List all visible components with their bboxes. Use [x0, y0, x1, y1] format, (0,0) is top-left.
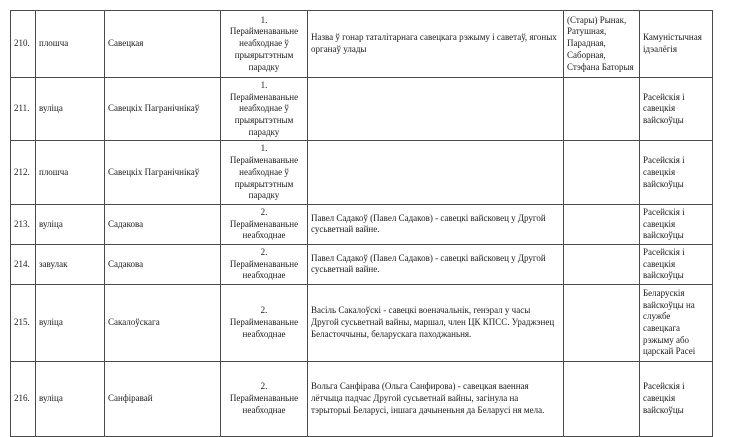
description-cell: Васіль Сакалоўскі - савецкі военачальнік, генэрал у часы Другой сусьветнай вайны, маршал, член ЦК КПСС. Ураджэнец Беласточчыны, беларускага паходжаньня. — [308, 285, 564, 362]
alternative-names-cell — [564, 285, 640, 362]
object-name: Савецкіх Пагранічнікаў — [105, 78, 221, 141]
category-text: Перайменаваньне неабходнае ў прыярытэтным парадку — [229, 91, 299, 137]
category-text: Перайменаваньне неабходнае ў прыярытэтным парадку — [229, 155, 299, 201]
row-number: 216. — [11, 362, 36, 437]
alternative-names-cell: (Стары) Рынак, Ратушная, Парадная, Саборная, Стэфана Баторыя — [564, 11, 640, 78]
alternative-names-cell — [564, 362, 640, 437]
object-name: Савецкіх Пагранічнікаў — [105, 141, 221, 204]
reason-cell: Расейскія і савецкія вайскоўцы — [640, 78, 713, 141]
alternative-names-cell — [564, 78, 640, 141]
alternative-names-cell — [564, 141, 640, 204]
category-number: 2. — [260, 246, 268, 257]
row-number: 212. — [11, 141, 36, 204]
reason-cell: Расейскія і савецкія вайскоўцы — [640, 204, 713, 244]
alternative-names-cell — [564, 244, 640, 284]
reason-cell: Расейскія і савецкія вайскоўцы — [640, 362, 713, 437]
document-page — [10, 10, 713, 437]
object-name: Сакалоўскага — [105, 285, 221, 362]
category-number: 2. — [260, 381, 268, 392]
category-text: Перайменаваньне неабходнае — [229, 317, 299, 339]
object-name: Садакова — [105, 204, 221, 244]
category-text: Перайменаваньне неабходнае — [229, 218, 299, 241]
object-type: вуліца — [36, 285, 105, 362]
renaming-category-cell — [221, 285, 308, 362]
description-cell — [308, 78, 564, 141]
object-type: вуліца — [36, 204, 105, 244]
object-type: плошча — [36, 11, 105, 78]
object-type: завулак — [36, 244, 105, 284]
object-type: вуліца — [36, 78, 105, 141]
table-row — [11, 244, 713, 284]
street-renaming-table — [10, 10, 713, 437]
renaming-category-cell — [221, 141, 308, 204]
row-number: 214. — [11, 244, 36, 284]
renaming-category-cell — [221, 244, 308, 284]
reason-cell: Беларускія вайскоўцы на службе савецкага рэжыму або царскай Расеі — [640, 285, 713, 362]
object-type: вуліца — [36, 362, 105, 437]
description-cell: Назва ў гонар таталітарнага савецкага рэжыму і саветаў, ягоных органаў улады — [308, 11, 564, 78]
description-cell: Павел Садакоў (Павел Садаков) - савецкі вайсковец у Другой сусьветнай вайне. — [308, 244, 564, 284]
category-number: 1. — [260, 80, 268, 90]
renaming-category-cell — [221, 11, 308, 78]
renaming-category-cell — [221, 362, 308, 437]
row-number: 211. — [11, 78, 36, 141]
renaming-category-cell — [221, 78, 308, 141]
alternative-names-cell — [564, 204, 640, 244]
table-row — [11, 362, 713, 437]
category-number: 2. — [260, 206, 268, 217]
renaming-category-cell — [221, 204, 308, 244]
table-row — [11, 11, 713, 78]
category-text: Перайменаваньне неабходнае — [229, 258, 299, 281]
row-number: 210. — [11, 11, 36, 78]
object-name: Санфіравай — [105, 362, 221, 437]
category-number: 2. — [260, 305, 268, 316]
description-cell: Вольга Санфірава (Ольга Санфирова) - савецкая ваенная лётчыца падчас Другой сусьветнай вайны, загінула на тэрыторыі Беларусі, іншага дачыненьня да Беларусі ня мела. — [308, 362, 564, 437]
reason-cell: Камуністычная ідэалёгія — [640, 11, 713, 78]
category-text: Перайменаваньне неабходнае — [229, 393, 299, 415]
table-row — [11, 285, 713, 362]
object-type: плошча — [36, 141, 105, 204]
reason-cell: Расейскія і савецкія вайскоўцы — [640, 244, 713, 284]
category-text: Перайменаваньне неабходнае ў прыярытэтным парадку — [229, 26, 299, 72]
object-name: Савецкая — [105, 11, 221, 78]
row-number: 213. — [11, 204, 36, 244]
table-row — [11, 204, 713, 244]
description-cell — [308, 141, 564, 204]
object-name: Садакова — [105, 244, 221, 284]
category-number: 1. — [260, 143, 268, 154]
table-row — [11, 78, 713, 141]
category-number: 1. — [260, 14, 268, 25]
row-number: 215. — [11, 285, 36, 362]
reason-cell: Расейскія і савецкія вайскоўцы — [640, 141, 713, 204]
table-row — [11, 141, 713, 204]
description-cell: Павел Садакоў (Павел Садаков) - савецкі вайсковец у Другой сусьветнай вайне. — [308, 204, 564, 244]
